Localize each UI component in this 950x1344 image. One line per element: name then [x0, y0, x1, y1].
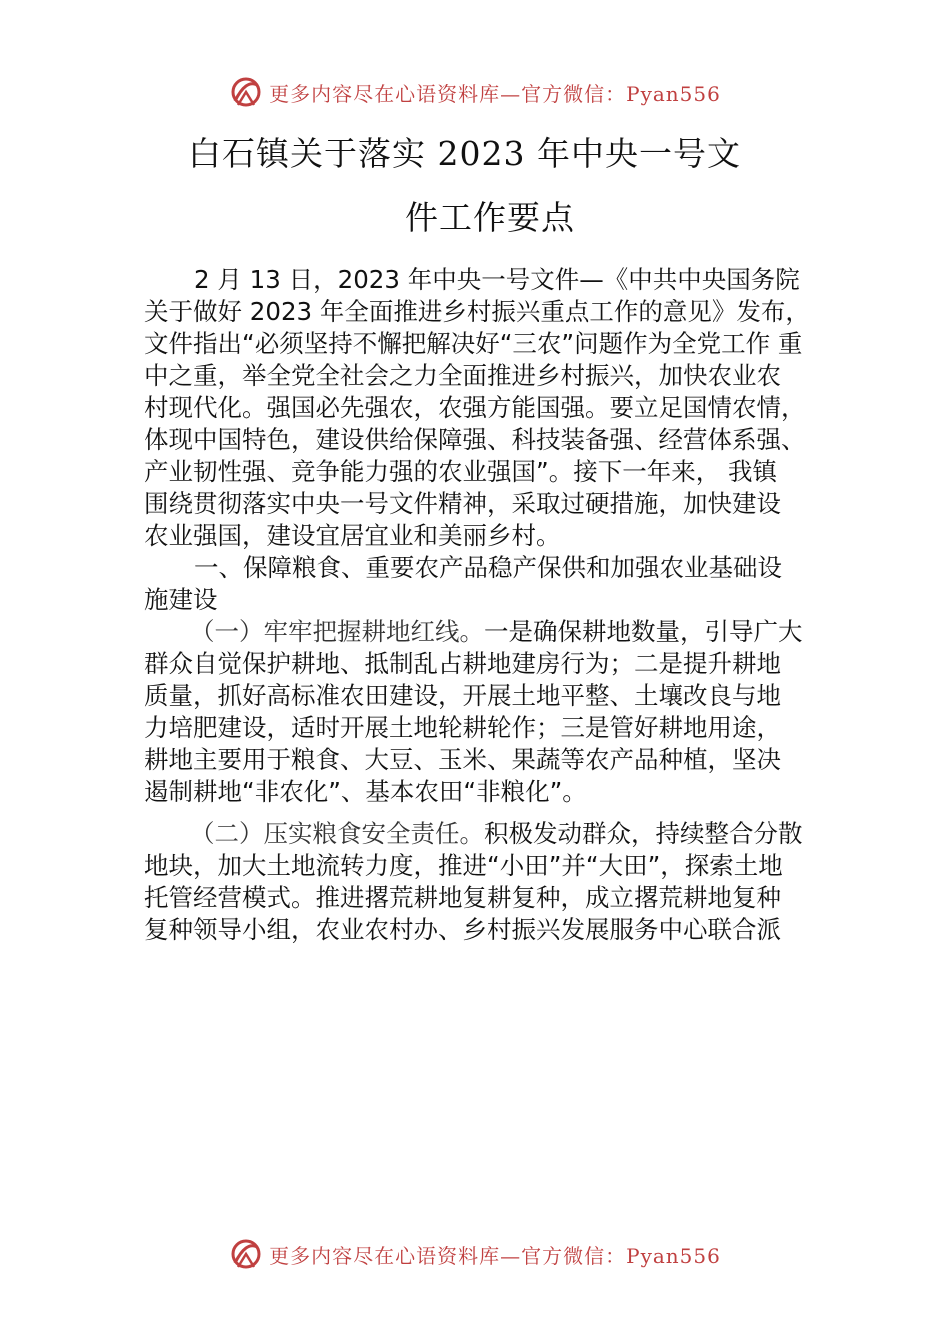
body-line: 农业强国，建设宜居宜业和美丽乡村。 — [144, 521, 561, 550]
body-line: 村现代化。强国必先强农，农强方能国强。要立足国情农情， — [144, 393, 806, 422]
document-title-line-1: 白石镇关于落实 2023 年中央一号文 — [188, 134, 741, 173]
body-line: 中之重，举全党全社会之力全面推进乡村振兴，加快农业农 — [144, 361, 781, 390]
body-line: 质量，抓好高标准农田建设，开展土地平整、土壤改良与地 — [144, 681, 781, 710]
body-line: 文件指出“必须坚持不懈把解决好“三农”问题作为全党工作 重 — [144, 329, 803, 358]
document-body — [144, 264, 824, 946]
footer-watermark — [0, 1234, 950, 1274]
subsection-2-heading: （二）压实粮食安全责任。 — [190, 819, 484, 848]
footer-watermark-text: 更多内容尽在心语资料库—官方微信：Pyan556 — [269, 1243, 721, 1268]
body-line: 群众自觉保护耕地、抵制乱占耕地建房行为；二是提升耕地 — [144, 649, 781, 678]
subsection-1-first-line — [144, 616, 824, 648]
body-line: 地块，加大土地流转力度，推进“小田”并“大田”，探索土地 — [144, 851, 783, 880]
section-heading-cont: 施建设 — [144, 585, 218, 614]
body-line: 围绕贯彻落实中央一号文件精神，采取过硬措施，加快建设 — [144, 489, 781, 518]
body-line: 托管经营模式。推进撂荒耕地复耕复种，成立撂荒耕地复种 — [144, 883, 781, 912]
body-line: 复种领导小组，农业农村办、乡村振兴发展服务中心联合派 — [144, 915, 781, 944]
body-line: 遏制耕地“非农化”、基本农田“非粮化”。 — [144, 777, 587, 806]
subsection-1-heading: （一）牢牢把握耕地红线。 — [190, 617, 484, 646]
body-line: 产业韧性强、竞争能力强的农业强国”。接下一年来， 我镇 — [144, 457, 777, 486]
paragraph-gap — [144, 808, 824, 818]
body-line: 2 月 13 日，2023 年中央一号文件—《中共中央国务院 — [194, 265, 800, 294]
subsection-1-text: 一是确保耕地数量，引导广大 — [484, 617, 803, 646]
subsection-2-text: 积极发动群众，持续整合分散 — [484, 819, 803, 848]
document-title-line-2: 件工作要点 — [405, 198, 575, 237]
ribbon-logo-icon — [229, 1237, 263, 1271]
section-heading: 一、保障粮食、重要农产品稳产保供和加强农业基础设 — [194, 553, 782, 582]
header-watermark — [0, 72, 950, 112]
body-line: 关于做好 2023 年全面推进乡村振兴重点工作的意见》发布， — [144, 297, 810, 326]
body-line: 耕地主要用于粮食、大豆、玉米、果蔬等农产品种植，坚决 — [144, 745, 781, 774]
body-line: 体现中国特色，建设供给保障强、科技装备强、经营体系强、 — [144, 425, 806, 454]
header-watermark-text: 更多内容尽在心语资料库—官方微信：Pyan556 — [269, 81, 721, 106]
subsection-2-first-line — [144, 818, 824, 850]
body-line: 力培肥建设，适时开展土地轮耕轮作；三是管好耕地用途， — [144, 713, 781, 742]
ribbon-logo-icon — [229, 75, 263, 109]
